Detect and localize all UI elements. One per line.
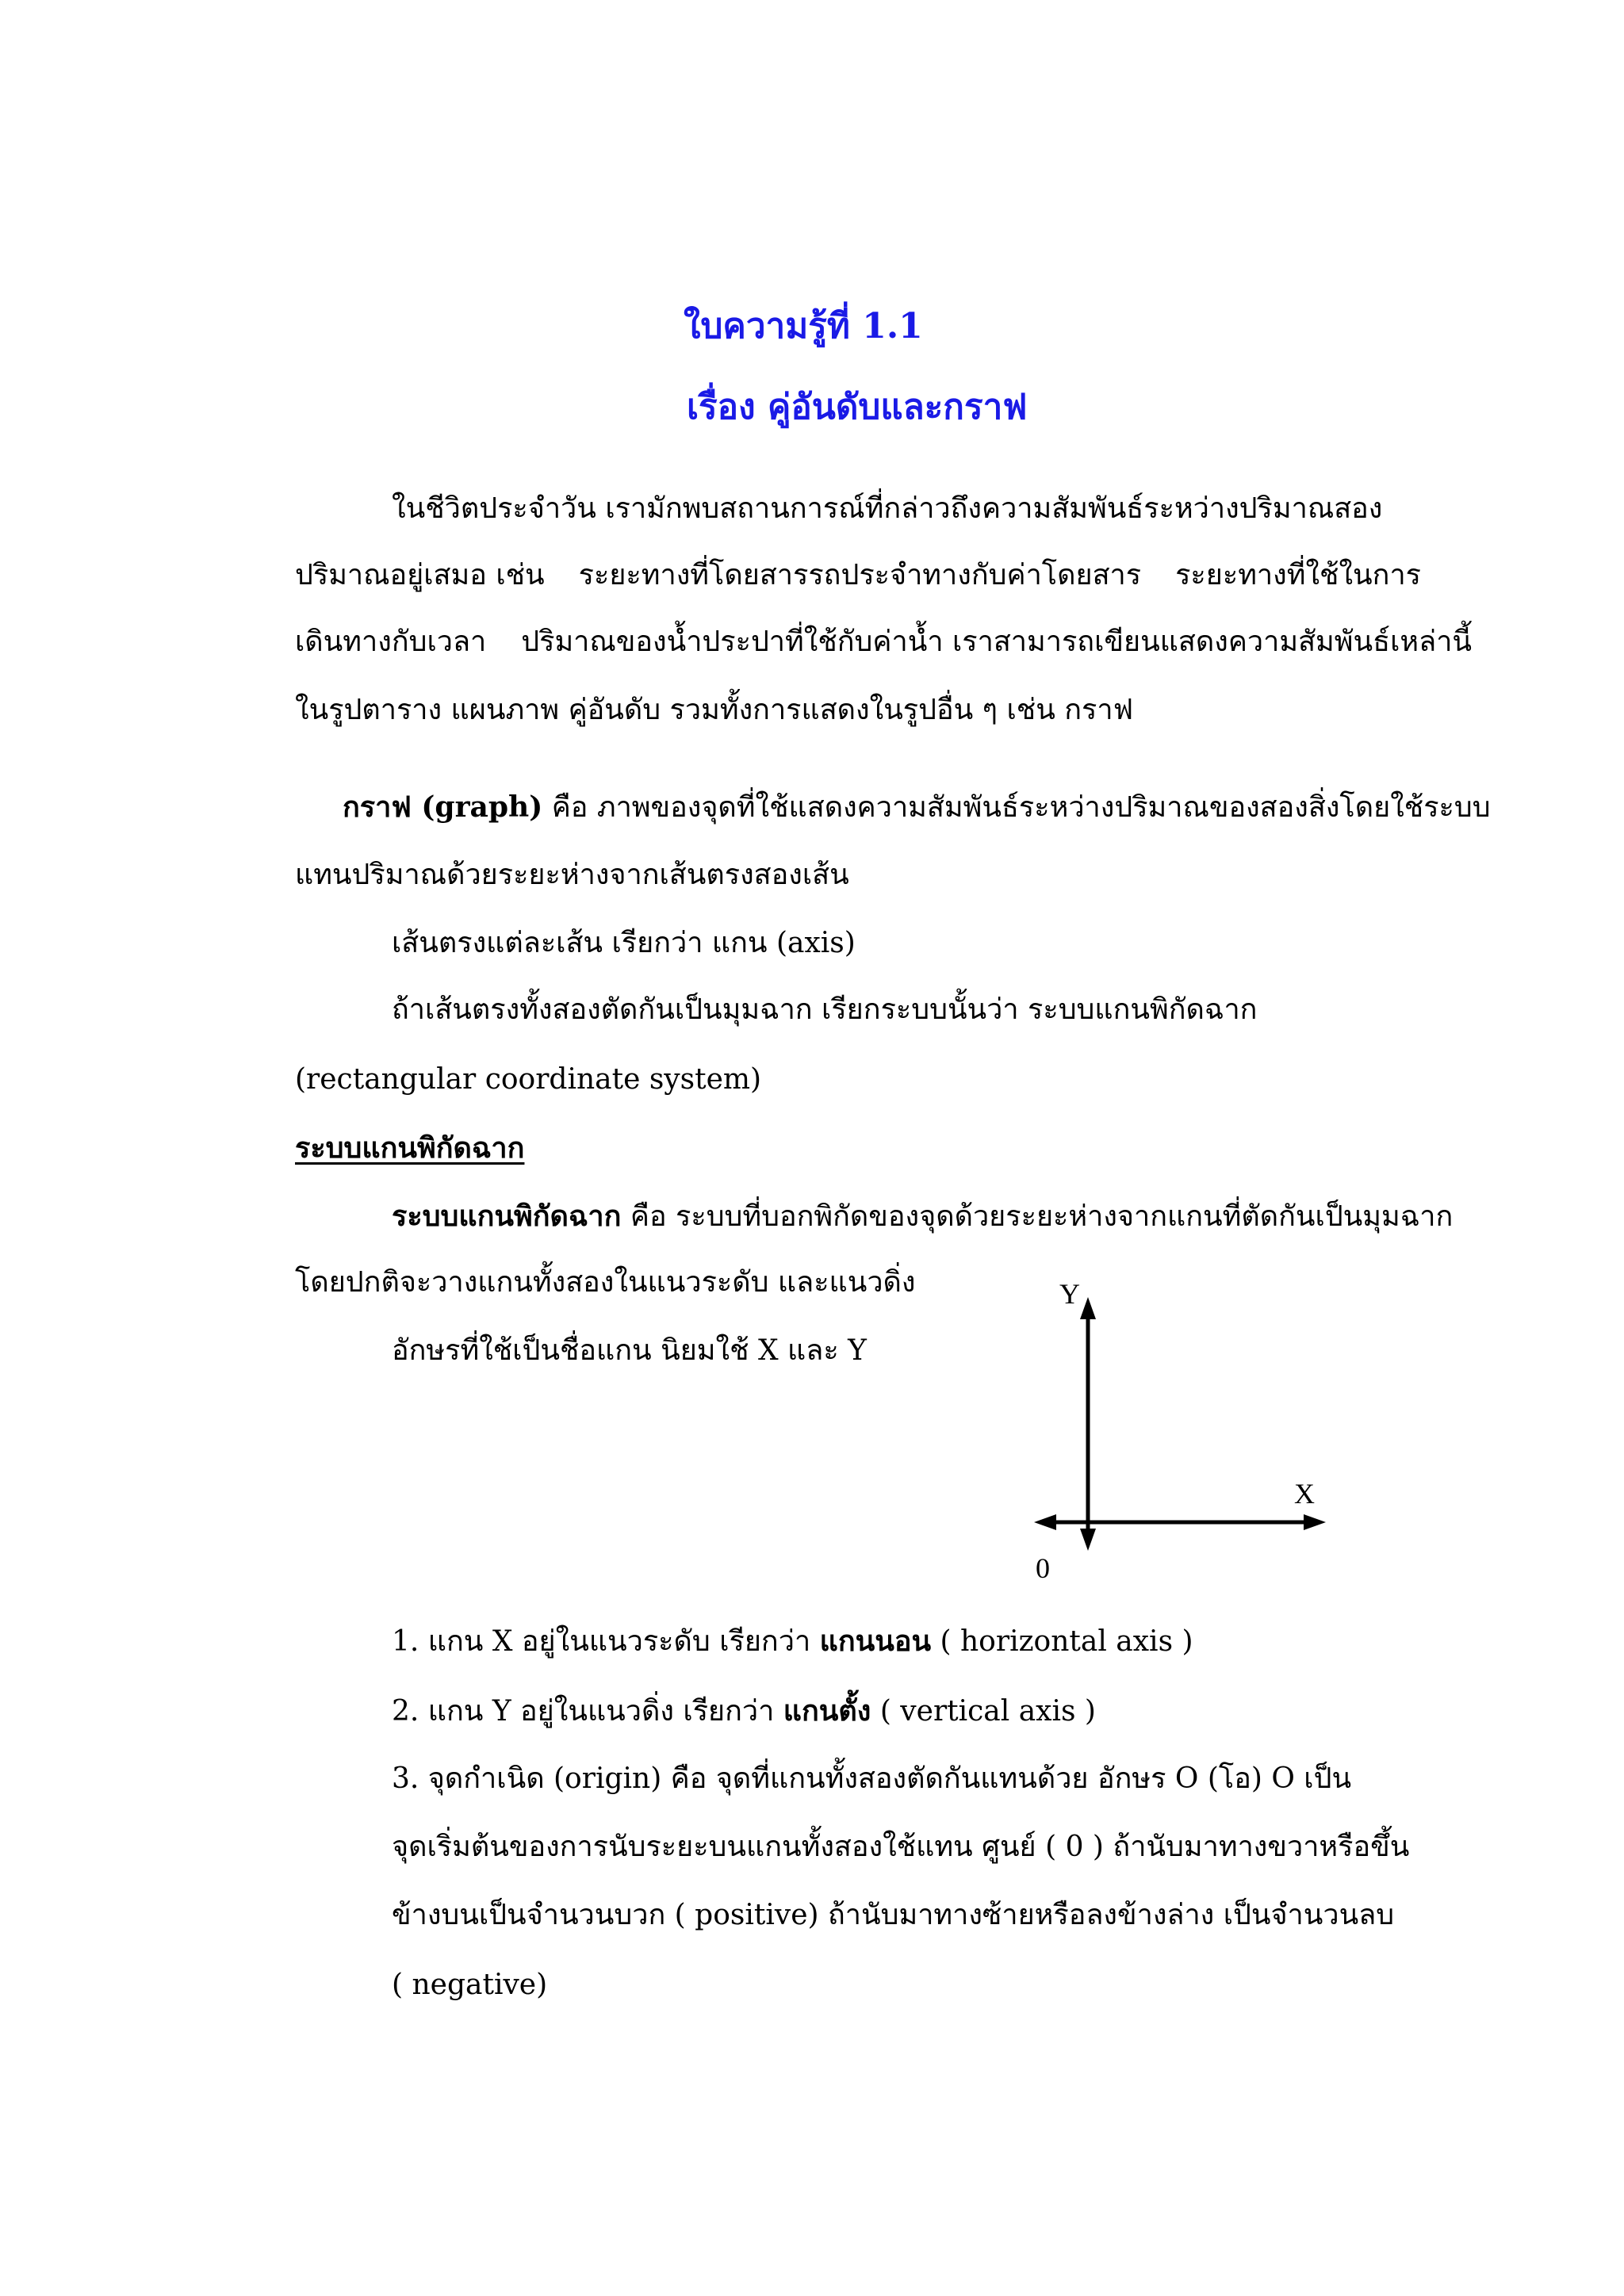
y-axis-label: Y [1059, 1278, 1080, 1310]
item-1 [392, 1622, 1193, 1661]
graph-def-line-5: (rectangular coordinate system) [295, 1063, 762, 1096]
item-1-note: ( horizontal axis ) [931, 1625, 1193, 1658]
item-2-term: แกนตั้ง [783, 1694, 871, 1728]
title-line-2: เรื่อง คู่อันดับและกราฟ [687, 387, 1028, 427]
intro-line-2-b: ระยะทางที่โดยสารรถประจำทางกับค่าโดยสาร [578, 559, 1142, 591]
section-term: ระบบแกนพิกัดฉาก [392, 1200, 622, 1233]
intro-line-4: ในรูปตาราง แผนภาพ คู่อันดับ รวมทั้งการแสดงในรูปอื่น ๆ เช่น กราฟ [295, 694, 1134, 726]
graph-def-text-1: คือ ภาพของจุดที่ใช้แสดงความสัมพันธ์ระหว่างปริมาณของสองสิ่งโดยใช้ระบบ [542, 791, 1491, 824]
item-2-text: 2. แกน Y อยู่ในแนวดิ่ง เรียกว่า [392, 1695, 783, 1728]
section-line-1 [392, 1197, 1453, 1236]
section-line-2: โดยปกติจะวางแกนทั้งสองในแนวระดับ และแนวดิ่ง [295, 1266, 916, 1299]
x-axis-arrow-right [1304, 1514, 1326, 1530]
item-2-note: ( vertical axis ) [871, 1695, 1096, 1728]
graph-def-line-2: แทนปริมาณด้วยระยะห่างจากเส้นตรงสองเส้น [295, 859, 849, 891]
item-3-line-4: ( negative) [392, 1969, 548, 2001]
item-1-term: แกนนอน [819, 1624, 932, 1658]
intro-line-1: ในชีวิตประจำวัน เรามักพบสถานการณ์ที่กล่าวถึงความสัมพันธ์ระหว่างปริมาณสอง [392, 492, 1383, 525]
y-axis-arrow-up [1080, 1297, 1096, 1319]
x-axis-arrow-left [1034, 1514, 1056, 1530]
intro-line-3-a: เดินทางกับเวลา [295, 626, 487, 658]
intro-line-2 [295, 557, 1421, 595]
section-heading: ระบบแกนพิกัดฉาก [295, 1131, 525, 1165]
y-axis [1080, 1297, 1096, 1551]
item-3-line-2: จุดเริ่มต้นของการนับระยะบนแกนทั้งสองใช้แทน ศูนย์ ( 0 ) ถ้านับมาทางขวาหรือขึ้น [392, 1831, 1410, 1863]
item-3-line-3: ข้างบนเป็นจำนวนบวก ( positive) ถ้านับมาทางซ้ายหรือลงข้างล่าง เป็นจำนวนลบ [392, 1899, 1395, 1931]
item-1-text: 1. แกน X อยู่ในแนวระดับ เรียกว่า [392, 1625, 820, 1658]
graph-def-line-4: ถ้าเส้นตรงทั้งสองตัดกันเป็นมุมฉาก เรียกระบบนั้นว่า ระบบแกนพิกัดฉาก [392, 993, 1258, 1026]
graph-term: กราฟ (graph) [343, 790, 543, 824]
x-axis [1034, 1514, 1326, 1530]
section-line-3: อักษรที่ใช้เป็นชื่อแกน นิยมใช้ X และ Y [392, 1334, 867, 1367]
intro-line-3-b: ปริมาณของน้ำประปาที่ใช้กับค่าน้ำ เราสามารถเขียนแสดงความสัมพันธ์เหล่านี้ [521, 626, 1473, 658]
x-axis-label: X [1294, 1478, 1315, 1510]
graph-def-line-1 [343, 788, 1491, 827]
item-2 [392, 1692, 1096, 1731]
intro-line-2-a: ปริมาณอยู่เสมอ เช่น [295, 559, 545, 591]
item-3-line-1: 3. จุดกำเนิด (origin) คือ จุดที่แกนทั้งสองตัดกันแทนด้วย อักษร O (โอ) O เป็น [392, 1762, 1352, 1795]
origin-label: 0 [1036, 1552, 1050, 1584]
graph-def-line-3: เส้นตรงแต่ละเส้น เรียกว่า แกน (axis) [392, 927, 856, 959]
intro-line-3 [295, 623, 1472, 661]
title-line-1: ใบความรู้ที่ 1.1 [684, 306, 923, 346]
section-text-1: คือ ระบบที่บอกพิกัดของจุดด้วยระยะห่างจากแกนที่ตัดกันเป็นมุมฉาก [621, 1200, 1454, 1233]
axis-diagram [1023, 1269, 1340, 1570]
intro-line-2-c: ระยะทางที่ใช้ในการ [1175, 559, 1421, 591]
y-axis-arrow-down [1080, 1529, 1096, 1551]
